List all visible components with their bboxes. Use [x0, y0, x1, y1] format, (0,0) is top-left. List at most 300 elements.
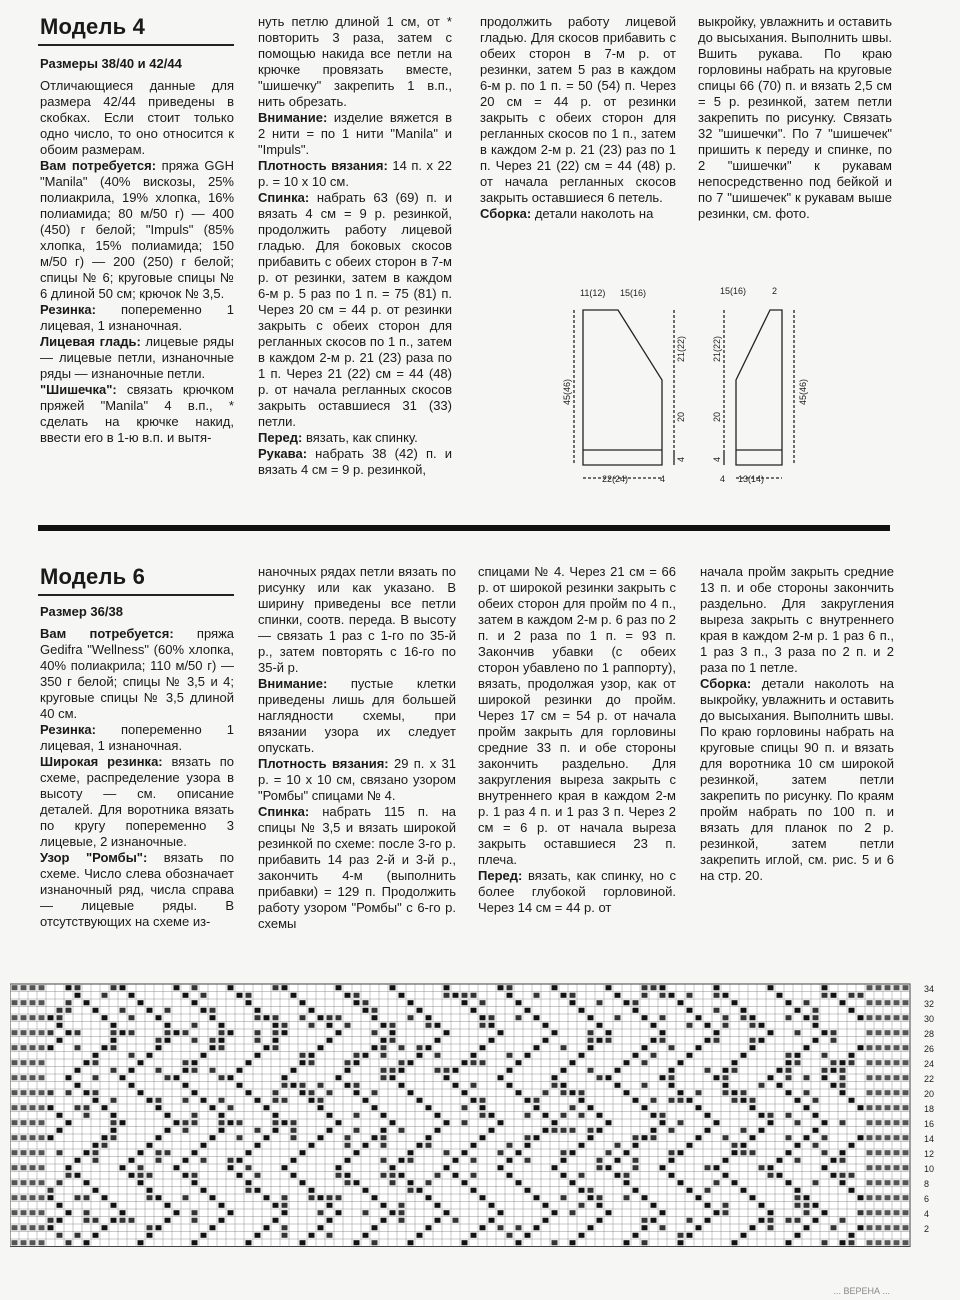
- chart-cell: [102, 993, 108, 998]
- chart-cell: [642, 1060, 648, 1065]
- chart-cell: [165, 1218, 171, 1223]
- model6-column-3: [478, 564, 676, 916]
- chart-cell: [309, 1188, 315, 1193]
- chart-cell: [93, 1233, 99, 1238]
- chart-cell: [21, 1120, 27, 1125]
- chart-cell: [318, 1210, 324, 1215]
- chart-cell: [480, 1045, 486, 1050]
- paragraph-text: лицевые ряды — лицевые петли, изнаночные ряды — изнаночные петли.: [40, 334, 234, 381]
- chart-cell: [453, 993, 459, 998]
- chart-cell: [345, 1158, 351, 1163]
- chart-cell: [858, 1195, 864, 1200]
- chart-cell: [840, 1173, 846, 1178]
- chart-cell: [642, 985, 648, 990]
- paragraph: [40, 158, 234, 302]
- chart-cell: [741, 1150, 747, 1155]
- chart-cell: [552, 1210, 558, 1215]
- chart-cell: [588, 1030, 594, 1035]
- chart-cell: [750, 1015, 756, 1020]
- chart-cell: [543, 1128, 549, 1133]
- chart-cell: [381, 1158, 387, 1163]
- chart-cell: [579, 1188, 585, 1193]
- chart-cell: [597, 1218, 603, 1223]
- chart-cell: [381, 1053, 387, 1058]
- chart-cell: [480, 1225, 486, 1230]
- chart-cell: [624, 1060, 630, 1065]
- chart-cell: [660, 985, 666, 990]
- chart-cell: [660, 1030, 666, 1035]
- paragraph-text: детали наколоть на выкройку, увлажнить и оставить до высыхания. Выполнить швы. По краю горловины набрать на круговые спицы 90 п. и вязать для воротника 10 см широкой резинкой, затем петли закрепить по рисунку. По краям пройм набрать по 100 п. и вязать для планок по 2 р. резинкой, затем петли закрепить иглой, см. рис. 5 и 6 на стр. 20.: [700, 676, 894, 883]
- chart-cell: [471, 1083, 477, 1088]
- chart-cell: [39, 1090, 45, 1095]
- chart-cell: [165, 1150, 171, 1155]
- body-side-label: 20: [676, 411, 686, 422]
- chart-cell: [84, 1218, 90, 1223]
- chart-cell: [534, 1225, 540, 1230]
- chart-cell: [426, 1180, 432, 1185]
- chart-cell: [399, 1158, 405, 1163]
- paragraph-heading: Узор "Ромбы":: [40, 850, 148, 865]
- chart-cell: [192, 1180, 198, 1185]
- chart-cell: [426, 1045, 432, 1050]
- chart-cell: [435, 1053, 441, 1058]
- chart-cell: [39, 1030, 45, 1035]
- chart-cell: [111, 1023, 117, 1028]
- chart-cell: [642, 1015, 648, 1020]
- chart-cell: [138, 1180, 144, 1185]
- chart-cell: [300, 1180, 306, 1185]
- chart-cell: [84, 1240, 90, 1245]
- chart-cell: [435, 1128, 441, 1133]
- chart-cell: [255, 1128, 261, 1133]
- chart-cell: [723, 1083, 729, 1088]
- chart-cell: [156, 1045, 162, 1050]
- chart-cell: [426, 1195, 432, 1200]
- chart-row-label: 32: [924, 999, 935, 1009]
- chart-cell: [291, 1120, 297, 1125]
- chart-cell: [300, 1240, 306, 1245]
- chart-cell: [561, 1083, 567, 1088]
- sleeve-piece-outline: [736, 310, 782, 465]
- chart-cell: [804, 1203, 810, 1208]
- paragraph: [40, 626, 234, 722]
- chart-cell: [741, 1233, 747, 1238]
- chart-cell: [30, 1105, 36, 1110]
- chart-cell: [57, 1150, 63, 1155]
- chart-cell: [714, 993, 720, 998]
- chart-cell: [714, 1075, 720, 1080]
- chart-cell: [516, 1150, 522, 1155]
- chart-cell: [273, 1128, 279, 1133]
- chart-cell: [624, 1150, 630, 1155]
- chart-cell: [903, 1150, 909, 1155]
- model4-column-2: [258, 14, 452, 478]
- chart-cell: [705, 1218, 711, 1223]
- chart-cell: [30, 1225, 36, 1230]
- chart-cell: [489, 1113, 495, 1118]
- chart-cell: [39, 1195, 45, 1200]
- chart-cell: [768, 1165, 774, 1170]
- chart-cell: [723, 1068, 729, 1073]
- chart-cell: [588, 1015, 594, 1020]
- chart-cell: [651, 1203, 657, 1208]
- chart-cell: [894, 1090, 900, 1095]
- chart-cell: [498, 1120, 504, 1125]
- chart-cell: [381, 1038, 387, 1043]
- paragraph-heading: Широкая резинка:: [40, 754, 163, 769]
- chart-cell: [588, 1105, 594, 1110]
- chart-cell: [48, 1195, 54, 1200]
- chart-cell: [579, 1233, 585, 1238]
- chart-cell: [282, 1083, 288, 1088]
- paragraph: [258, 190, 452, 430]
- chart-cell: [660, 1210, 666, 1215]
- chart-cell: [75, 993, 81, 998]
- chart-cell: [93, 1090, 99, 1095]
- chart-cell: [804, 1195, 810, 1200]
- chart-cell: [174, 1120, 180, 1125]
- chart-cell: [903, 1105, 909, 1110]
- chart-cell: [255, 1015, 261, 1020]
- chart-cell: [345, 1180, 351, 1185]
- chart-cell: [552, 1165, 558, 1170]
- chart-cell: [768, 1225, 774, 1230]
- chart-cell: [93, 1188, 99, 1193]
- chart-row-label: 18: [924, 1104, 935, 1114]
- chart-cell: [507, 1173, 513, 1178]
- chart-cell: [381, 1128, 387, 1133]
- chart-cell: [183, 993, 189, 998]
- chart-cell: [273, 1030, 279, 1035]
- chart-cell: [354, 1150, 360, 1155]
- chart-cell: [534, 1135, 540, 1140]
- chart-cell: [372, 1030, 378, 1035]
- chart-cell: [588, 1068, 594, 1073]
- chart-cell: [390, 1165, 396, 1170]
- chart-cell: [12, 1000, 18, 1005]
- chart-cell: [399, 1203, 405, 1208]
- body-piece-outline: [583, 310, 662, 465]
- chart-cell: [885, 985, 891, 990]
- chart-cell: [93, 1218, 99, 1223]
- chart-cell: [894, 1030, 900, 1035]
- paragraph-text: вязать по схеме. Число слева обозначает изнаночный ряд, числа справа — лицевые ряды. В отсутствующих на схеме из-: [40, 850, 234, 929]
- chart-cell: [381, 1135, 387, 1140]
- chart-cell: [534, 993, 540, 998]
- paragraph-heading: Вам потребуется:: [40, 158, 157, 173]
- chart-cell: [705, 1023, 711, 1028]
- chart-cell: [867, 1225, 873, 1230]
- chart-cell: [48, 1030, 54, 1035]
- chart-cell: [372, 1008, 378, 1013]
- chart-cell: [669, 1150, 675, 1155]
- chart-cell: [813, 1113, 819, 1118]
- chart-cell: [894, 1000, 900, 1005]
- chart-cell: [66, 1075, 72, 1080]
- chart-cell: [543, 1023, 549, 1028]
- chart-cell: [201, 1053, 207, 1058]
- chart-cell: [471, 1233, 477, 1238]
- paragraph: [478, 868, 676, 916]
- model4-title-rule: [38, 44, 234, 46]
- chart-cell: [525, 1008, 531, 1013]
- chart-cell: [606, 1165, 612, 1170]
- chart-cell: [201, 993, 207, 998]
- chart-cell: [237, 1120, 243, 1125]
- chart-cell: [219, 1023, 225, 1028]
- chart-cell: [390, 1120, 396, 1125]
- chart-cell: [723, 1158, 729, 1163]
- chart-cell: [111, 1045, 117, 1050]
- chart-cell: [399, 1128, 405, 1133]
- paragraph: [40, 722, 234, 754]
- chart-cell: [651, 1135, 657, 1140]
- chart-cell: [867, 1090, 873, 1095]
- chart-cell: [750, 1105, 756, 1110]
- chart-cell: [147, 1195, 153, 1200]
- chart-cell: [57, 1113, 63, 1118]
- page-footer: ... ВЕРЕНА ...: [833, 1286, 890, 1296]
- chart-cell: [561, 1173, 567, 1178]
- paragraph: [258, 564, 456, 676]
- chart-cell: [723, 1075, 729, 1080]
- model6-column-1: [40, 604, 234, 930]
- chart-cell: [471, 1173, 477, 1178]
- chart-cell: [462, 1060, 468, 1065]
- chart-cell: [327, 1195, 333, 1200]
- chart-cell: [885, 1240, 891, 1245]
- chart-cell: [39, 1060, 45, 1065]
- chart-cell: [894, 1210, 900, 1215]
- chart-cell: [417, 1098, 423, 1103]
- chart-cell: [525, 1113, 531, 1118]
- chart-cell: [381, 1218, 387, 1223]
- chart-cell: [120, 1008, 126, 1013]
- chart-cell: [579, 1053, 585, 1058]
- chart-cell: [570, 1210, 576, 1215]
- chart-cell: [201, 1143, 207, 1148]
- chart-cell: [75, 985, 81, 990]
- chart-cell: [894, 1195, 900, 1200]
- chart-cell: [462, 1180, 468, 1185]
- chart-cell: [696, 1045, 702, 1050]
- chart-cell: [30, 1075, 36, 1080]
- chart-cell: [300, 1060, 306, 1065]
- chart-cell: [525, 1188, 531, 1193]
- chart-cell: [705, 1068, 711, 1073]
- chart-cell: [12, 1120, 18, 1125]
- model6-sizes: Размер 36/38: [40, 604, 123, 619]
- chart-cell: [516, 1000, 522, 1005]
- chart-cell: [48, 1135, 54, 1140]
- chart-cell: [291, 1135, 297, 1140]
- chart-cell: [147, 1188, 153, 1193]
- chart-cell: [183, 1128, 189, 1133]
- chart-row-label: 34: [924, 984, 935, 994]
- paragraph: [258, 158, 452, 190]
- chart-cell: [57, 1038, 63, 1043]
- chart-cell: [660, 1120, 666, 1125]
- chart-cell: [534, 1015, 540, 1020]
- chart-cell: [264, 1105, 270, 1110]
- chart-cell: [561, 1068, 567, 1073]
- chart-cell: [588, 1195, 594, 1200]
- paragraph-text: изделие вяжется в 2 нити = по 1 нити "Manila" и "Impuls".: [258, 110, 452, 157]
- chart-cell: [12, 1060, 18, 1065]
- chart-cell: [372, 1225, 378, 1230]
- chart-cell: [102, 1105, 108, 1110]
- chart-cell: [39, 1075, 45, 1080]
- chart-cell: [885, 1030, 891, 1035]
- chart-cell: [354, 1180, 360, 1185]
- chart-cell: [354, 1053, 360, 1058]
- chart-cell: [894, 1180, 900, 1185]
- chart-cell: [597, 1158, 603, 1163]
- chart-cell: [462, 1120, 468, 1125]
- chart-cell: [867, 1210, 873, 1215]
- chart-cell: [282, 1030, 288, 1035]
- chart-cell: [453, 1173, 459, 1178]
- chart-cell: [12, 1210, 18, 1215]
- chart-cell: [894, 1015, 900, 1020]
- chart-cell: [237, 1083, 243, 1088]
- chart-cell: [660, 1038, 666, 1043]
- model4-sizes: Размеры 38/40 и 42/44: [40, 56, 182, 71]
- chart-cell: [615, 1083, 621, 1088]
- chart-cell: [156, 1015, 162, 1020]
- chart-cell: [579, 1113, 585, 1118]
- chart-cell: [39, 1225, 45, 1230]
- chart-cell: [480, 1000, 486, 1005]
- paragraph-heading: Резинка:: [40, 722, 96, 737]
- chart-cell: [228, 1075, 234, 1080]
- chart-cell: [354, 1128, 360, 1133]
- chart-cell: [651, 1038, 657, 1043]
- chart-cell: [147, 1225, 153, 1230]
- body-rib-label: 4: [676, 456, 686, 462]
- chart-cell: [516, 1240, 522, 1245]
- chart-cell: [813, 1218, 819, 1223]
- chart-cell: [597, 1000, 603, 1005]
- chart-cell: [840, 1068, 846, 1073]
- chart-cell: [300, 1090, 306, 1095]
- chart-cell: [687, 993, 693, 998]
- chart-cell: [156, 1135, 162, 1140]
- chart-cell: [426, 1225, 432, 1230]
- chart-cell: [903, 1180, 909, 1185]
- chart-cell: [264, 1225, 270, 1230]
- chart-cell: [903, 1210, 909, 1215]
- chart-cell: [255, 1173, 261, 1178]
- chart-cell: [570, 1105, 576, 1110]
- chart-cell: [804, 1000, 810, 1005]
- chart-cell: [120, 1030, 126, 1035]
- chart-cell: [570, 1090, 576, 1095]
- paragraph-text: пряжа Gedifra "Wellness" (60% хлопка, 40% полиакрила; 110 м/50 г) — 350 г белой; спицы № 3,5 и 4; круговые спицы № 3,5 длиной 40 см.: [40, 626, 235, 721]
- chart-cell: [228, 1158, 234, 1163]
- chart-cell: [300, 1015, 306, 1020]
- chart-cell: [138, 1090, 144, 1095]
- chart-cell: [624, 1195, 630, 1200]
- chart-cell: [201, 1008, 207, 1013]
- chart-cell: [732, 1060, 738, 1065]
- chart-cell: [309, 1008, 315, 1013]
- sleeve-raglan-label: 21(22): [712, 335, 722, 362]
- chart-cell: [867, 1165, 873, 1170]
- chart-cell: [678, 1233, 684, 1238]
- chart-cell: [273, 1203, 279, 1208]
- chart-cell: [768, 1120, 774, 1125]
- chart-row-label: 2: [924, 1224, 930, 1234]
- chart-cell: [336, 1030, 342, 1035]
- chart-cell: [318, 1195, 324, 1200]
- chart-cell: [165, 1128, 171, 1133]
- chart-cell: [786, 1060, 792, 1065]
- chart-cell: [102, 1045, 108, 1050]
- chart-cell: [30, 1210, 36, 1215]
- chart-cell: [840, 1218, 846, 1223]
- chart-cell: [885, 1165, 891, 1170]
- chart-cell: [813, 1180, 819, 1185]
- chart-cell: [228, 985, 234, 990]
- chart-cell: [192, 1068, 198, 1073]
- chart-cell: [219, 1045, 225, 1050]
- chart-cell: [741, 1128, 747, 1133]
- chart-cell: [876, 1195, 882, 1200]
- chart-cell: [66, 1008, 72, 1013]
- chart-cell: [147, 1143, 153, 1148]
- chart-cell: [138, 1240, 144, 1245]
- chart-cell: [786, 1135, 792, 1140]
- chart-cell: [255, 1143, 261, 1148]
- chart-cell: [309, 1053, 315, 1058]
- chart-cell: [876, 1225, 882, 1230]
- chart-cell: [822, 1030, 828, 1035]
- chart-cell: [309, 1098, 315, 1103]
- chart-cell: [624, 1000, 630, 1005]
- chart-cell: [255, 1233, 261, 1238]
- chart-cell: [192, 1038, 198, 1043]
- chart-cell: [30, 1030, 36, 1035]
- chart-cell: [354, 1000, 360, 1005]
- paragraph-text: начала пройм закрыть средние 13 п. и обе стороны закончить раздельно. Для закругления выреза закрыть с внутреннего края в каждом 2-м р. 1 раз 6 п., 1 раз 3 п., 3 раза по 2 п. и 2 раза по 1 петле.: [700, 564, 894, 675]
- chart-cell: [498, 1030, 504, 1035]
- chart-cell: [39, 1240, 45, 1245]
- chart-cell: [552, 1120, 558, 1125]
- chart-cell: [228, 1030, 234, 1035]
- chart-cell: [39, 985, 45, 990]
- chart-cell: [444, 985, 450, 990]
- chart-cell: [822, 1053, 828, 1058]
- chart-cell: [894, 1105, 900, 1110]
- chart-cell: [480, 1135, 486, 1140]
- chart-cell: [885, 1180, 891, 1185]
- chart-cell: [417, 1188, 423, 1193]
- chart-cell: [894, 1075, 900, 1080]
- chart-cell: [876, 1135, 882, 1140]
- chart-cell: [300, 1000, 306, 1005]
- chart-cell: [876, 1060, 882, 1065]
- chart-cell: [795, 1188, 801, 1193]
- chart-cell: [687, 1023, 693, 1028]
- chart-cell: [489, 1038, 495, 1043]
- chart-cell: [57, 1015, 63, 1020]
- chart-cell: [867, 1105, 873, 1110]
- chart-cell: [84, 1150, 90, 1155]
- chart-cell: [21, 1165, 27, 1170]
- chart-cell: [678, 1120, 684, 1125]
- chart-cell: [489, 1128, 495, 1133]
